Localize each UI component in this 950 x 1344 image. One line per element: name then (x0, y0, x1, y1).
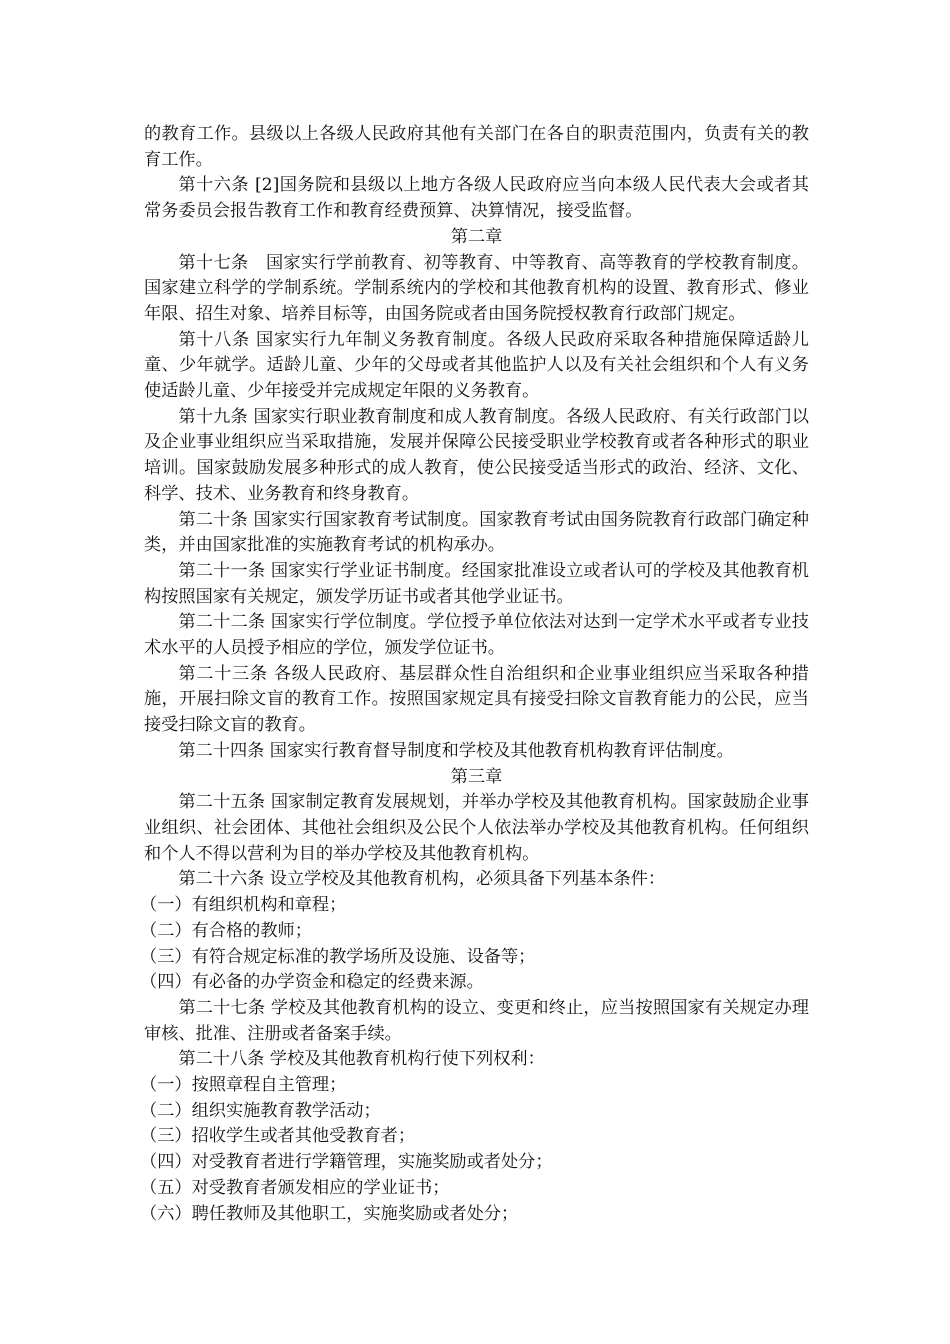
article-17: 第十七条 国家实行学前教育、初等教育、中等教育、高等教育的学校教育制度。国家建立科学的学制系统。学制系统内的学校和其他教育机构的设置、教育形式、修业年限、招生对象、培养目标等，由国务院或者由国务院授权教育行政部门规定。 (144, 252, 809, 324)
list-item: （五）对受教育者颁发相应的学业证书； (140, 1177, 450, 1198)
list-item: （三）招收学生或者其他受教育者； (140, 1126, 416, 1147)
article-23: 第二十三条 各级人民政府、基层群众性自治组织和企业事业组织应当采取各种措施，开展扫除文盲的教育工作。按照国家规定具有接受扫除文盲教育能力的公民，应当接受扫除文盲的教育。 (144, 663, 809, 736)
article-24: 第二十四条 国家实行教育督导制度和学校及其他教育机构教育评估制度。 (178, 740, 734, 761)
list-item: （四）对受教育者进行学籍管理，实施奖励或者处分； (140, 1152, 553, 1173)
article-26: 第二十六条 设立学校及其他教育机构，必须具备下列基本条件： (178, 869, 666, 890)
article-25: 第二十五条 国家制定教育发展规划，并举办学校及其他教育机构。国家鼓励企业事业组织、社会团体、其他社会组织及公民个人依法举办学校及其他教育机构。任何组织和个人不得以营利为目的举办学校及其他教育机构。 (144, 792, 809, 864)
list-item: （三）有符合规定标准的教学场所及设施、设备等； (140, 946, 536, 967)
list-item: （二）组织实施教育教学活动； (140, 1100, 381, 1121)
article-22: 第二十二条 国家实行学位制度。学位授予单位依法对达到一定学术水平或者专业技术水平的人员授予相应的学位，颁发学位证书。 (144, 612, 809, 659)
list-item: （四）有必备的办学资金和稳定的经费来源。 (140, 972, 484, 993)
list-item: （一）有组织机构和章程； (140, 895, 347, 916)
article-16: 第十六条 [2]国务院和县级以上地方各级人民政府应当向本级人民代表大会或者其常务委员会报告教育工作和教育经费预算、决算情况，接受监督。 (144, 175, 809, 222)
chapter-heading: 第三章 (450, 766, 503, 787)
article-27: 第二十七条 学校及其他教育机构的设立、变更和终止，应当按照国家有关规定办理审核、批准、注册或者备案手续。 (144, 997, 809, 1044)
document-body (140, 122, 809, 1227)
list-item: （二）有合格的教师； (140, 920, 312, 941)
list-item: （六）聘任教师及其他职工，实施奖励或者处分； (140, 1203, 519, 1224)
article-28: 第二十八条 学校及其他教育机构行使下列权利： (178, 1049, 545, 1070)
chapter-heading: 第二章 (450, 226, 503, 247)
article-19: 第十九条 国家实行职业教育制度和成人教育制度。各级人民政府、有关行政部门以及企业事业组织应当采取措施，发展并保障公民接受职业学校教育或者各种形式的职业培训。国家鼓励发展多种形式的成人教育，使公民接受适当形式的政治、经济、文化、科学、技术、业务教育和终身教育。 (144, 406, 809, 504)
paragraph: 的教育工作。县级以上各级人民政府其他有关部门在各自的职责范围内，负责有关的教育工作。 (144, 124, 809, 170)
article-18: 第十八条 国家实行九年制义务教育制度。各级人民政府采取各种措施保障适龄儿童、少年就学。适龄儿童、少年的父母或者其他监护人以及有关社会组织和个人有义务使适龄儿童、少年接受并完成规定年限的义务教育。 (144, 329, 809, 402)
article-21: 第二十一条 国家实行学业证书制度。经国家批准设立或者认可的学校及其他教育机构按照国家有关规定，颁发学历证书或者其他学业证书。 (144, 560, 809, 607)
list-item: （一）按照章程自主管理； (140, 1075, 347, 1096)
article-20: 第二十条 国家实行国家教育考试制度。国家教育考试由国务院教育行政部门确定种类，并由国家批准的实施教育考试的机构承办。 (144, 509, 809, 556)
